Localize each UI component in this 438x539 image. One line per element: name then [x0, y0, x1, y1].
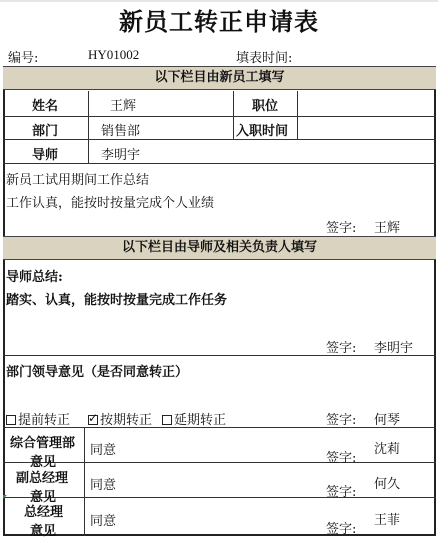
vice-gm-opinion[interactable]: 同意 — [90, 478, 117, 493]
hr-dept-sign-value[interactable]: 沈莉 — [374, 442, 401, 457]
mentor-section-band: 以下栏目由导师及相关负责人填写 — [3, 236, 436, 260]
option-on-time[interactable]: ✓ 按期转正 — [88, 409, 152, 428]
number-label: 编号: — [8, 51, 39, 66]
employee-sign-label: 签字: — [326, 221, 357, 236]
col-divider — [297, 91, 298, 139]
col-divider — [233, 91, 234, 139]
employee-sign-value[interactable]: 王辉 — [374, 221, 401, 236]
cell-comment-marker — [3, 495, 7, 499]
vice-gm-sign-value[interactable]: 何久 — [374, 477, 401, 492]
mentor-value[interactable]: 李明宇 — [101, 148, 141, 163]
row-divider — [3, 163, 436, 164]
gm-opinion[interactable]: 同意 — [90, 514, 117, 529]
fill-date-label: 填表时间: — [236, 51, 293, 66]
dept-label: 部门 — [32, 124, 59, 139]
hr-dept-opinion[interactable]: 同意 — [90, 443, 117, 458]
entry-date-label: 入职时间 — [236, 124, 289, 139]
row-divider — [3, 355, 436, 356]
gm-label: 总经理 — [24, 505, 64, 520]
row-divider — [3, 116, 436, 117]
row-divider — [3, 497, 436, 498]
name-value[interactable]: 王辉 — [110, 99, 137, 114]
work-summary-title: 新员工试用期间工作总结 — [6, 173, 150, 188]
name-label: 姓名 — [32, 99, 59, 114]
vice-gm-label: 副总经理 — [16, 471, 69, 486]
option-early[interactable]: 提前转正 — [6, 409, 70, 428]
checkbox-on-time[interactable] — [88, 415, 98, 425]
hr-dept-label: 综合管理部 — [10, 436, 76, 451]
mentor-label: 导师 — [32, 148, 59, 163]
gm-label-suffix: 意见 — [30, 524, 57, 539]
form-title: 新员工转正申请表 — [119, 8, 319, 36]
employee-section-band: 以下栏目由新员工填写 — [3, 66, 436, 90]
checkbox-early[interactable] — [6, 415, 16, 425]
position-label: 职位 — [252, 99, 279, 114]
hr-dept-label-suffix: 意见 — [30, 455, 57, 470]
col-divider — [88, 91, 89, 163]
leader-sign-value[interactable]: 何琴 — [374, 413, 401, 428]
gm-sign-value[interactable]: 王菲 — [374, 513, 401, 528]
row-divider — [3, 139, 436, 140]
row-divider — [3, 462, 436, 463]
vice-gm-label-suffix: 意见 — [30, 490, 57, 505]
vice-gm-sign-label: 签字: — [326, 485, 357, 500]
number-value: HY01002 — [88, 47, 140, 62]
mentor-summary-text[interactable]: 踏实、认真，能按时按量完成工作任务 — [6, 293, 228, 308]
checkbox-delay[interactable] — [162, 415, 172, 425]
mentor-sign-label: 签字: — [326, 341, 357, 356]
mentor-sign-value[interactable]: 李明宇 — [374, 341, 414, 356]
work-summary-text[interactable]: 工作认真，能按时按量完成个人业绩 — [6, 196, 215, 211]
dept-value[interactable]: 销售部 — [101, 124, 141, 139]
option-delay[interactable]: 延期转正 — [162, 409, 226, 428]
dept-leader-title: 部门领导意见（是否同意转正） — [6, 365, 189, 380]
gm-sign-label: 签字: — [326, 522, 357, 537]
row-divider — [3, 427, 436, 428]
col-divider — [84, 427, 85, 536]
mentor-summary-label: 导师总结: — [6, 270, 63, 285]
hr-dept-sign-label: 签字: — [326, 451, 357, 466]
leader-sign-label: 签字: — [326, 413, 357, 428]
